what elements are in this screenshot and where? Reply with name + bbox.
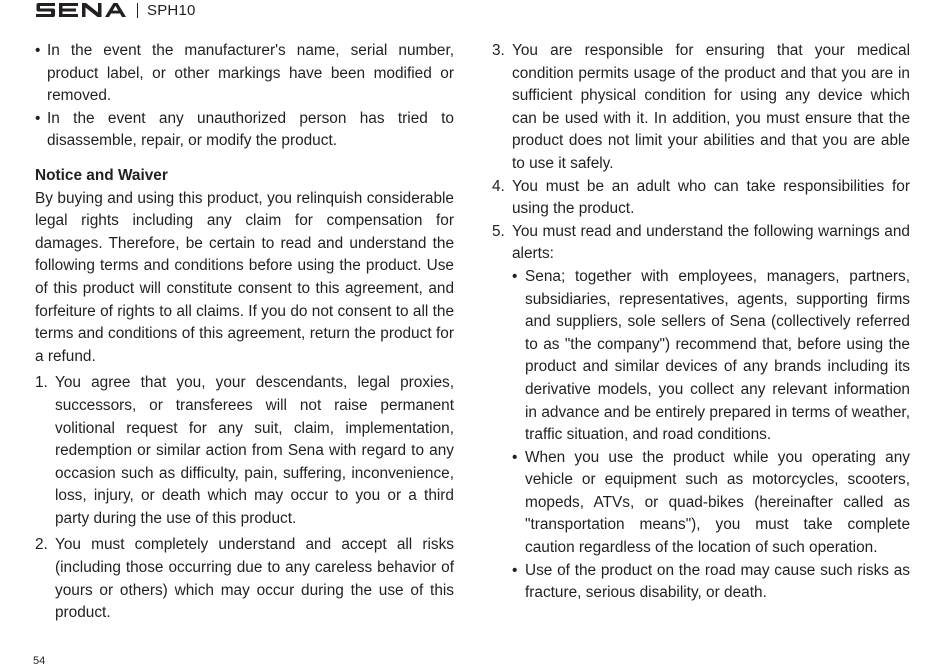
bullet-text: In the event the manufacturer's name, serial number, product label, or other markings have been modified or removed. (47, 42, 454, 105)
item-number: 4. (492, 177, 505, 195)
item-text: You agree that you, your descendants, legal proxies, successors, or transferees will not raise permanent volitional request for any suit, claim, implementation, redemption or similar action from Sena with regard to any occasion such as difficulty, pain, suffering, inconvenience, loss, injury, or death which may occur to you or a third party during the use of this product. (55, 374, 454, 527)
numbered-item (492, 176, 910, 221)
model-name: SPH10 (147, 1, 196, 19)
numbered-item (35, 534, 454, 624)
list-item (512, 266, 910, 447)
bullet-text: In the event any unauthorized person has tried to disassemble, repair, or modify the product. (47, 109, 454, 150)
sena-logo (35, 2, 127, 18)
item-text: You are responsible for ensuring that your medical condition permits usage of the product and that you are in sufficient physical condition for using any device which can be used with it. In addition, you must ensure that the product does not limit your abilities and that you are able to use it safely. (512, 42, 910, 172)
header-divider (137, 3, 138, 18)
bullet-text: When you use the product while you operating any vehicle or equipment such as motorcycles, scooters, mopeds, ATVs, or quad-bikes (hereinafter called as "transportation means"), you must take complete caution regardless of the location of such operation. (525, 448, 910, 557)
numbered-item (492, 221, 910, 605)
list-item (512, 447, 910, 560)
numbered-item (35, 372, 454, 530)
bullet-text: Use of the product on the road may cause such risks as fracture, serious disability, or death. (525, 561, 910, 602)
list-item (35, 108, 454, 153)
right-column (492, 40, 910, 605)
item-number: 2. (35, 536, 48, 554)
numbered-item (492, 40, 910, 176)
item-text: You must read and understand the following warnings and alerts: (512, 222, 910, 263)
intro-paragraph: By buying and using this product, you relinquish considerable legal rights including any claim for compensation for damages. Therefore, be certain to read and understand the following terms and conditions before using the product. Use of this product will constitute consent to this agreement, and forfeiture of rights to all claims. If you do not consent to all the terms and conditions of this agreement, return the product for a refund. (35, 189, 454, 365)
section-heading: Notice and Waiver (35, 166, 168, 184)
page-header (35, 0, 196, 20)
warning-list (512, 266, 910, 605)
item-text: You must be an adult who can take responsibilities for using the product. (512, 177, 910, 218)
item-number: 1. (35, 374, 48, 392)
left-column (35, 40, 454, 625)
item-number: 3. (492, 42, 505, 59)
item-number: 5. (492, 222, 505, 240)
list-item (35, 40, 454, 108)
list-item (512, 560, 910, 605)
bullet-text: Sena; together with employees, managers, partners, subsidiaries, representatives, agents, supporting firms and suppliers, sole sellers of Sena (collectively referred to as "the company") recommend that, before using the product and similar devices of any brands including its derivative models, you collect any relevant information in advance and be entirely prepared in terms of weather, traffic situation, and road conditions. (525, 267, 910, 444)
item-text: You must completely understand and accept all risks (including those occurring due to any careless behavior of yours or others) which may occur during the use of this product. (55, 536, 454, 622)
page-number: 54 (33, 655, 46, 667)
